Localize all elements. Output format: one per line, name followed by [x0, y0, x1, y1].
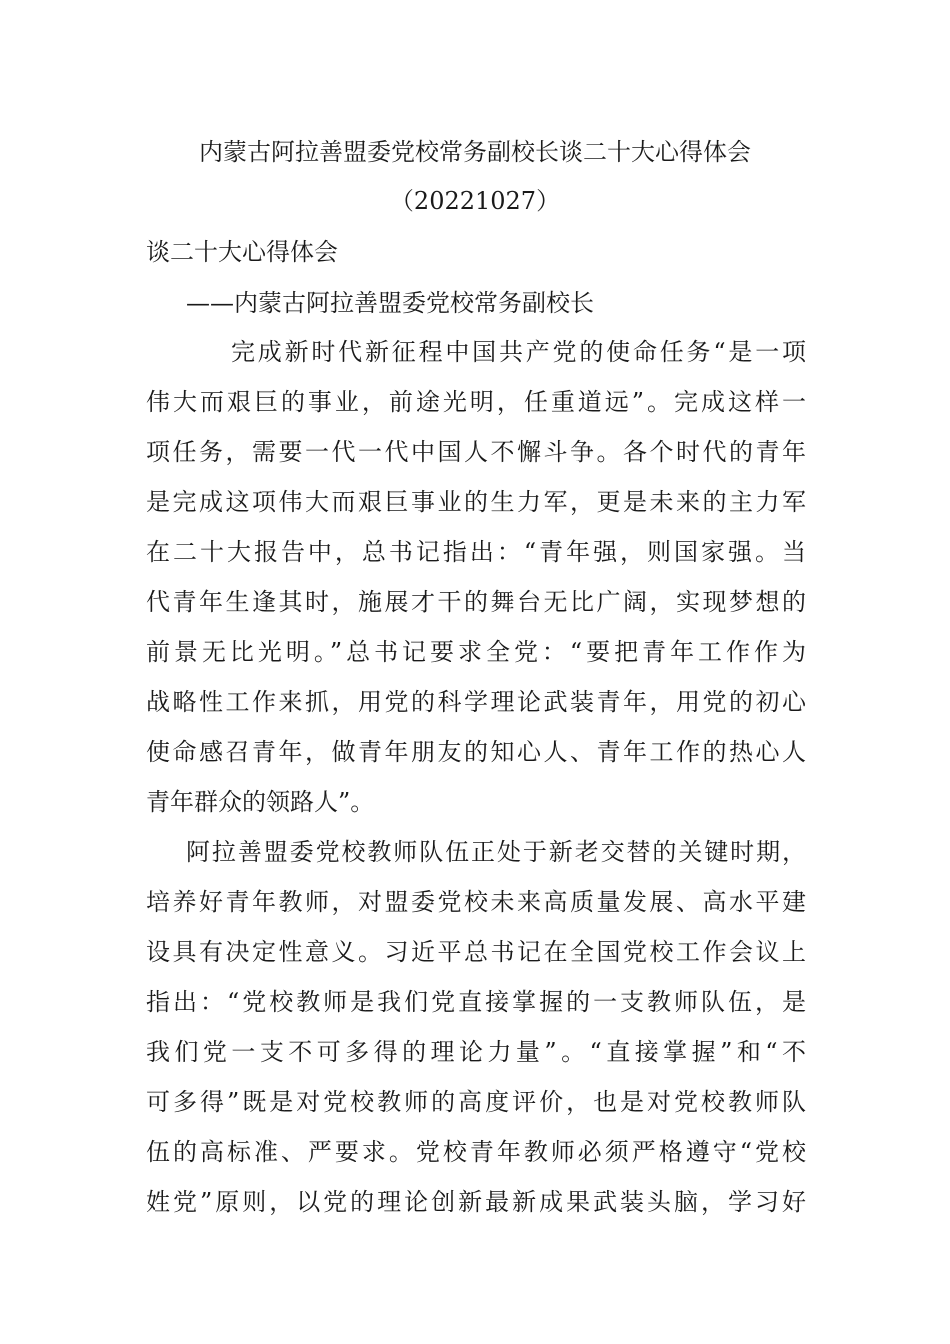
paragraph-2-line-2: 培养好青年教师，对盟委党校未来高质量发展、高水平建 [146, 888, 806, 916]
paragraph-2-line-1: 阿拉善盟委党校教师队伍正处于新老交替的关键时期， [186, 838, 806, 866]
paragraph-2-line-8: 姓党”原则，以党的理论创新最新成果武装头脑，学习好 [146, 1188, 806, 1216]
paragraph-1-line-5: 在二十大报告中，总书记指出：“青年强，则国家强。当 [146, 538, 806, 566]
paragraph-1-line-4: 是完成这项伟大而艰巨事业的生力军，更是未来的主力军 [146, 488, 806, 516]
paragraph-2-line-6: 可多得”既是对党校教师的高度评价，也是对党校教师队 [146, 1088, 806, 1116]
paragraph-2-line-7: 伍的高标准、严要求。党校青年教师必须严格遵守“党校 [146, 1138, 806, 1166]
document-date: （20221027） [389, 187, 561, 215]
paragraph-1-line-3: 项任务，需要一代一代中国人不懈斗争。各个时代的青年 [146, 438, 806, 466]
article-byline: ——内蒙古阿拉善盟委党校常务副校长 [186, 289, 594, 317]
article-heading: 谈二十大心得体会 [146, 238, 338, 266]
paragraph-2-line-5: 我们党一支不可多得的理论力量”。“直接掌握”和“不 [146, 1038, 806, 1066]
paragraph-2-line-4: 指出：“党校教师是我们党直接掌握的一支教师队伍，是 [146, 988, 806, 1016]
document-title: 内蒙古阿拉善盟委党校常务副校长谈二十大心得体会 [199, 138, 751, 166]
paragraph-1-line-1: 完成新时代新征程中国共产党的使命任务“是一项 [231, 338, 806, 366]
paragraph-1-line-10: 青年群众的领路人”。 [146, 788, 375, 816]
paragraph-1-line-8: 战略性工作来抓，用党的科学理论武装青年，用党的初心 [146, 688, 806, 716]
paragraph-1-line-6: 代青年生逢其时，施展才干的舞台无比广阔，实现梦想的 [146, 588, 806, 616]
paragraph-1-line-9: 使命感召青年，做青年朋友的知心人、青年工作的热心人 [146, 738, 806, 766]
paragraph-2-line-3: 设具有决定性意义。习近平总书记在全国党校工作会议上 [146, 938, 806, 966]
paragraph-1-line-7: 前景无比光明。”总书记要求全党：“要把青年工作作为 [146, 638, 806, 666]
paragraph-1-line-2: 伟大而艰巨的事业，前途光明，任重道远”。完成这样一 [146, 388, 806, 416]
